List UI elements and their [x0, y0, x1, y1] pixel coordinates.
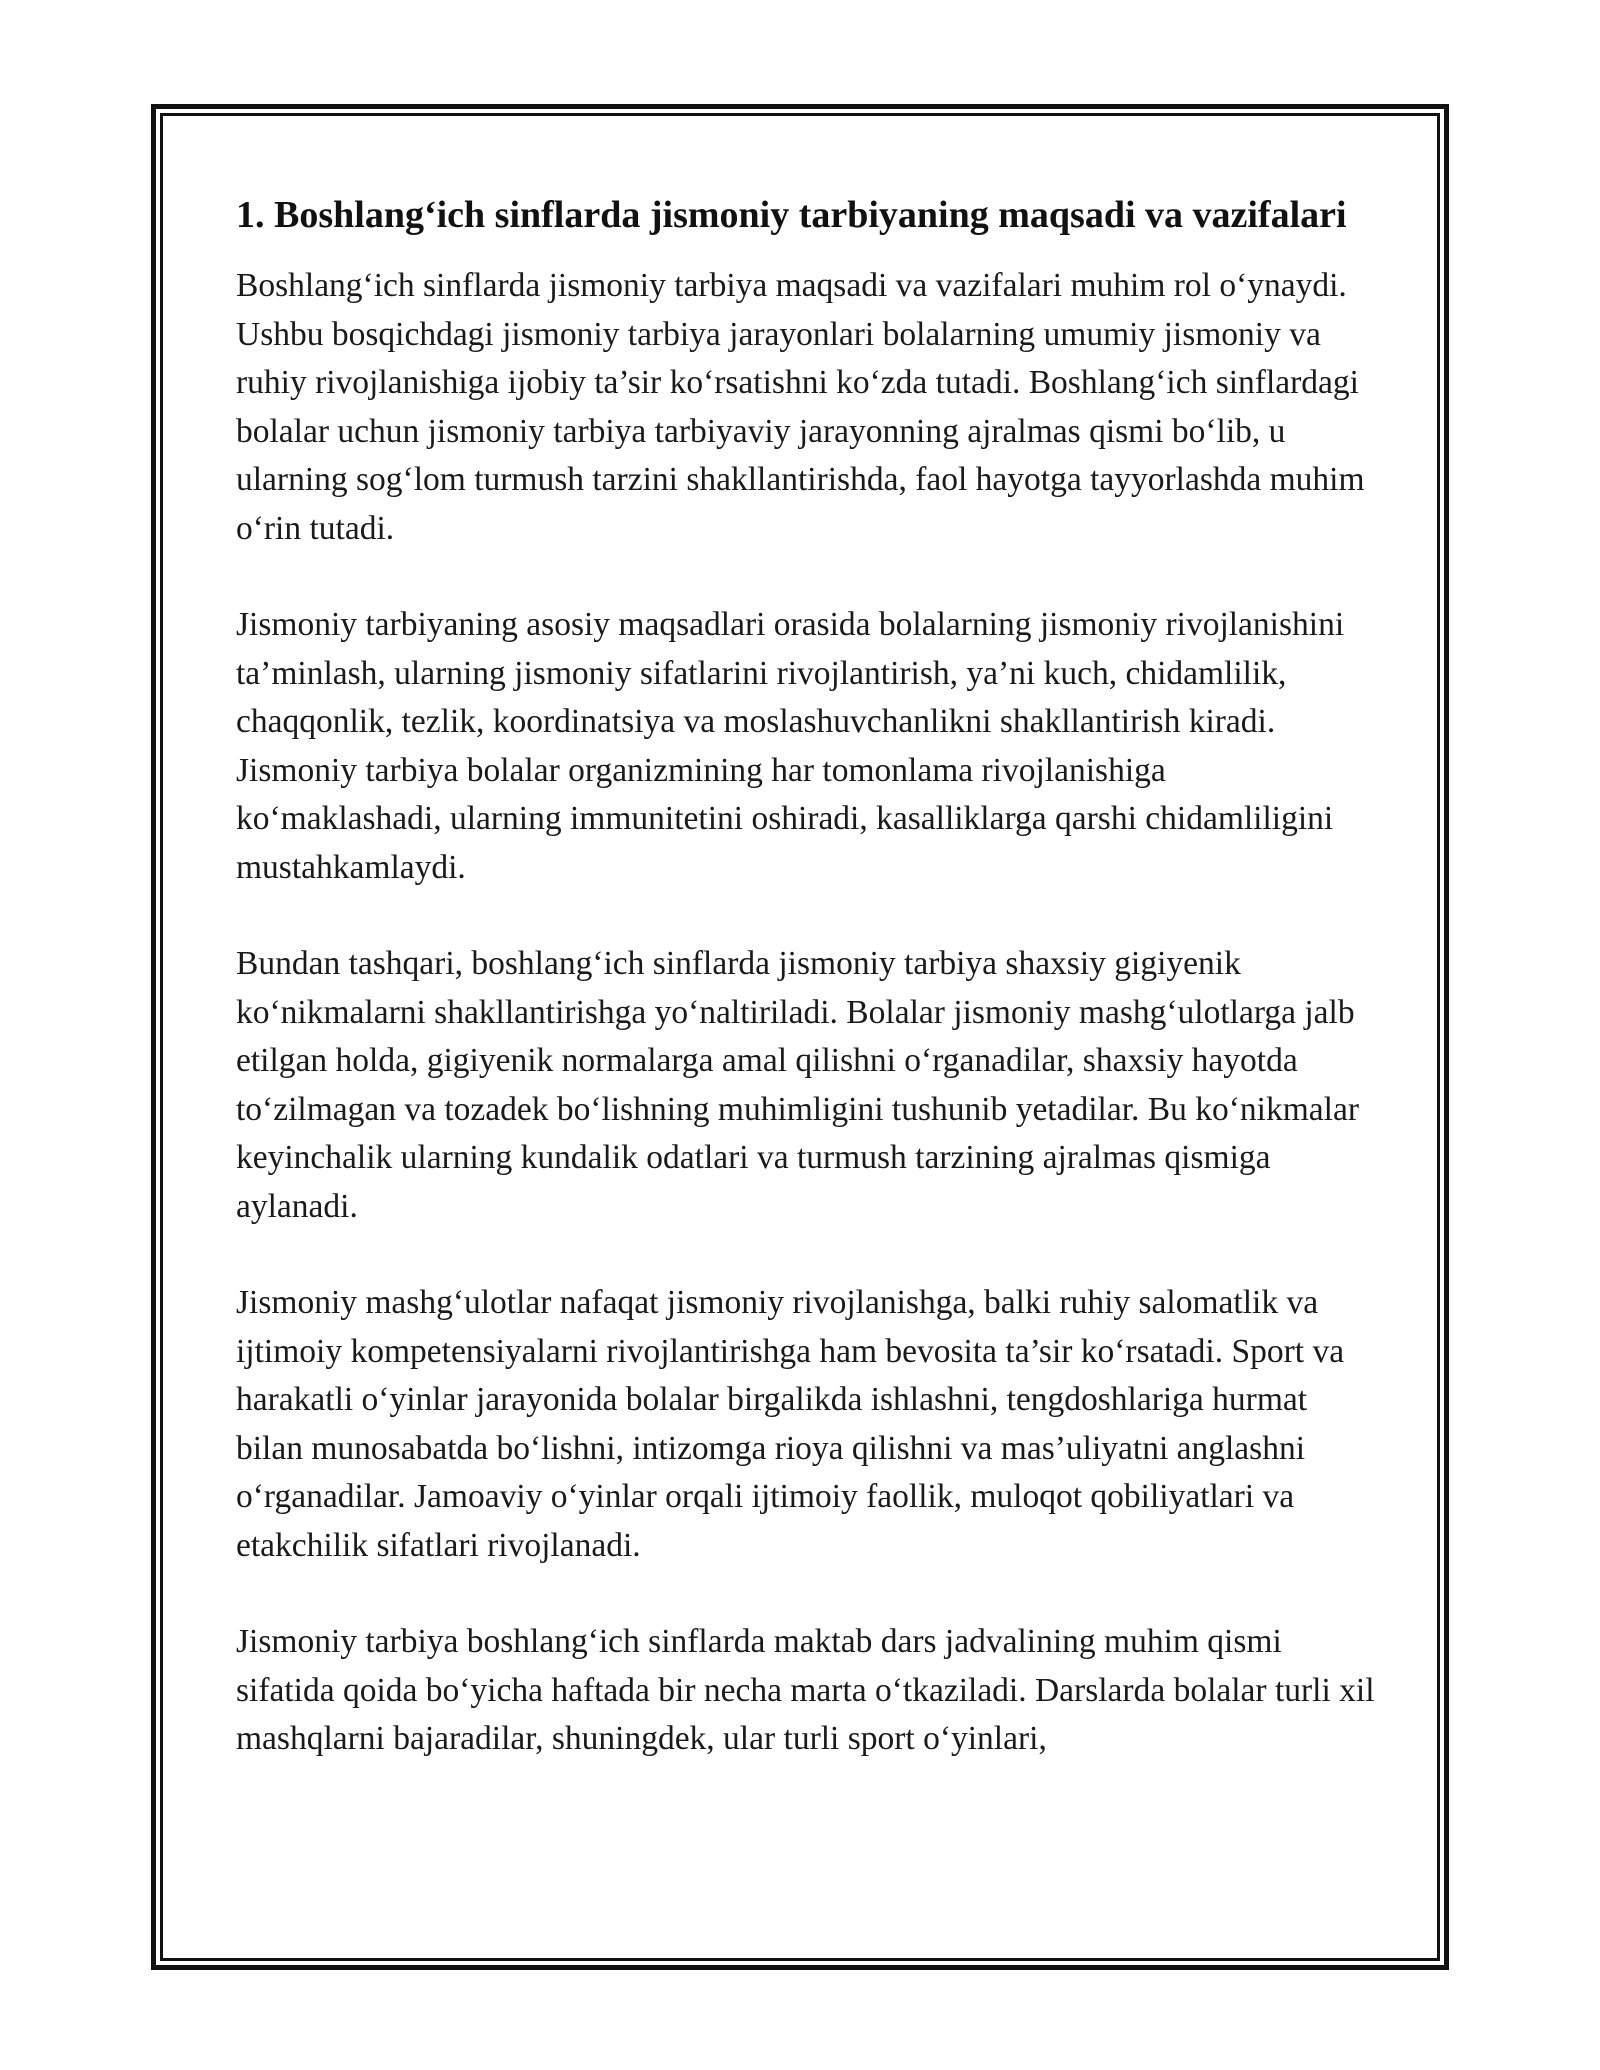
- section-heading: 1. Boshlang‘ich sinflarda jismoniy tarbiyaning maqsadi va vazifalari: [236, 194, 1347, 236]
- paragraph-1: Boshlang‘ich sinflarda jismoniy tarbiya maqsadi va vazifalari muhim rol o‘ynaydi. Ushbu bosqichdagi jismoniy tarbiya jarayonlari bolalarning umumiy jismoniy va ruhiy rivojlanishiga ijobiy ta’sir ko‘rsatishni ko‘zda tutadi. Boshlang‘ich sinflardagi bolalar uchun jismoniy tarbiya tarbiyaviy jarayonning ajralmas qismi bo‘lib, u ularning sog‘lom turmush tarzini shakllantirishda, faol hayotga tayyorlashda muhim o‘rin tutadi.: [236, 267, 1365, 547]
- paragraph-2: Jismoniy tarbiyaning asosiy maqsadlari orasida bolalarning jismoniy rivojlanishini ta’minlash, ularning jismoniy sifatlarini rivojlantirish, ya’ni kuch, chidamlilik, chaqqonlik, tezlik, koordinatsiya va moslashuvchanlikni shakllantirish kiradi. Jismoniy tarbiya bolalar organizmining har tomonlama rivojlanishiga ko‘maklashadi, ularning immunitetini oshiradi, kasalliklarga qarshi chidamliligini mustahkamlaydi.: [236, 606, 1345, 886]
- paragraph-3: Bundan tashqari, boshlang‘ich sinflarda jismoniy tarbiya shaxsiy gigiyenik ko‘nikmalarni shakllantirishga yo‘naltiriladi. Bolalar jismoniy mashg‘ulotlarga jalb etilgan holda, gigiyenik normalarga amal qilishni o‘rganadilar, shaxsiy hayotda to‘zilmagan va tozadek bo‘lishning muhimligini tushunib yetadilar. Bu ko‘nikmalar keyinchalik ularning kundalik odatlari va turmush tarzining ajralmas qismiga aylanadi.: [236, 945, 1359, 1225]
- paragraph-4: Jismoniy mashg‘ulotlar nafaqat jismoniy rivojlanishga, balki ruhiy salomatlik va ijtimoiy kompetensiyalarni rivojlantirishga ham bevosita ta’sir ko‘rsatadi. Sport va harakatli o‘yinlar jarayonida bolalar birgalikda ishlashni, tengdoshlariga hurmat bilan munosabatda bo‘lishni, intizomga rioya qilishni va mas’uliyatni anglashni o‘rganadilar. Jamoaviy o‘yinlar orqali ijtimoiy faollik, muloqot qobiliyatlari va etakchilik sifatlari rivojlanadi.: [236, 1284, 1345, 1564]
- document-body: [236, 188, 1376, 1812]
- paragraph-5: Jismoniy tarbiya boshlang‘ich sinflarda maktab dars jadvalining muhim qismi sifatida qoida bo‘yicha haftada bir necha marta o‘tkaziladi. Darslarda bolalar turli xil mashqlarni bajaradilar, shuningdek, ular turli sport o‘yinlari,: [236, 1623, 1375, 1757]
